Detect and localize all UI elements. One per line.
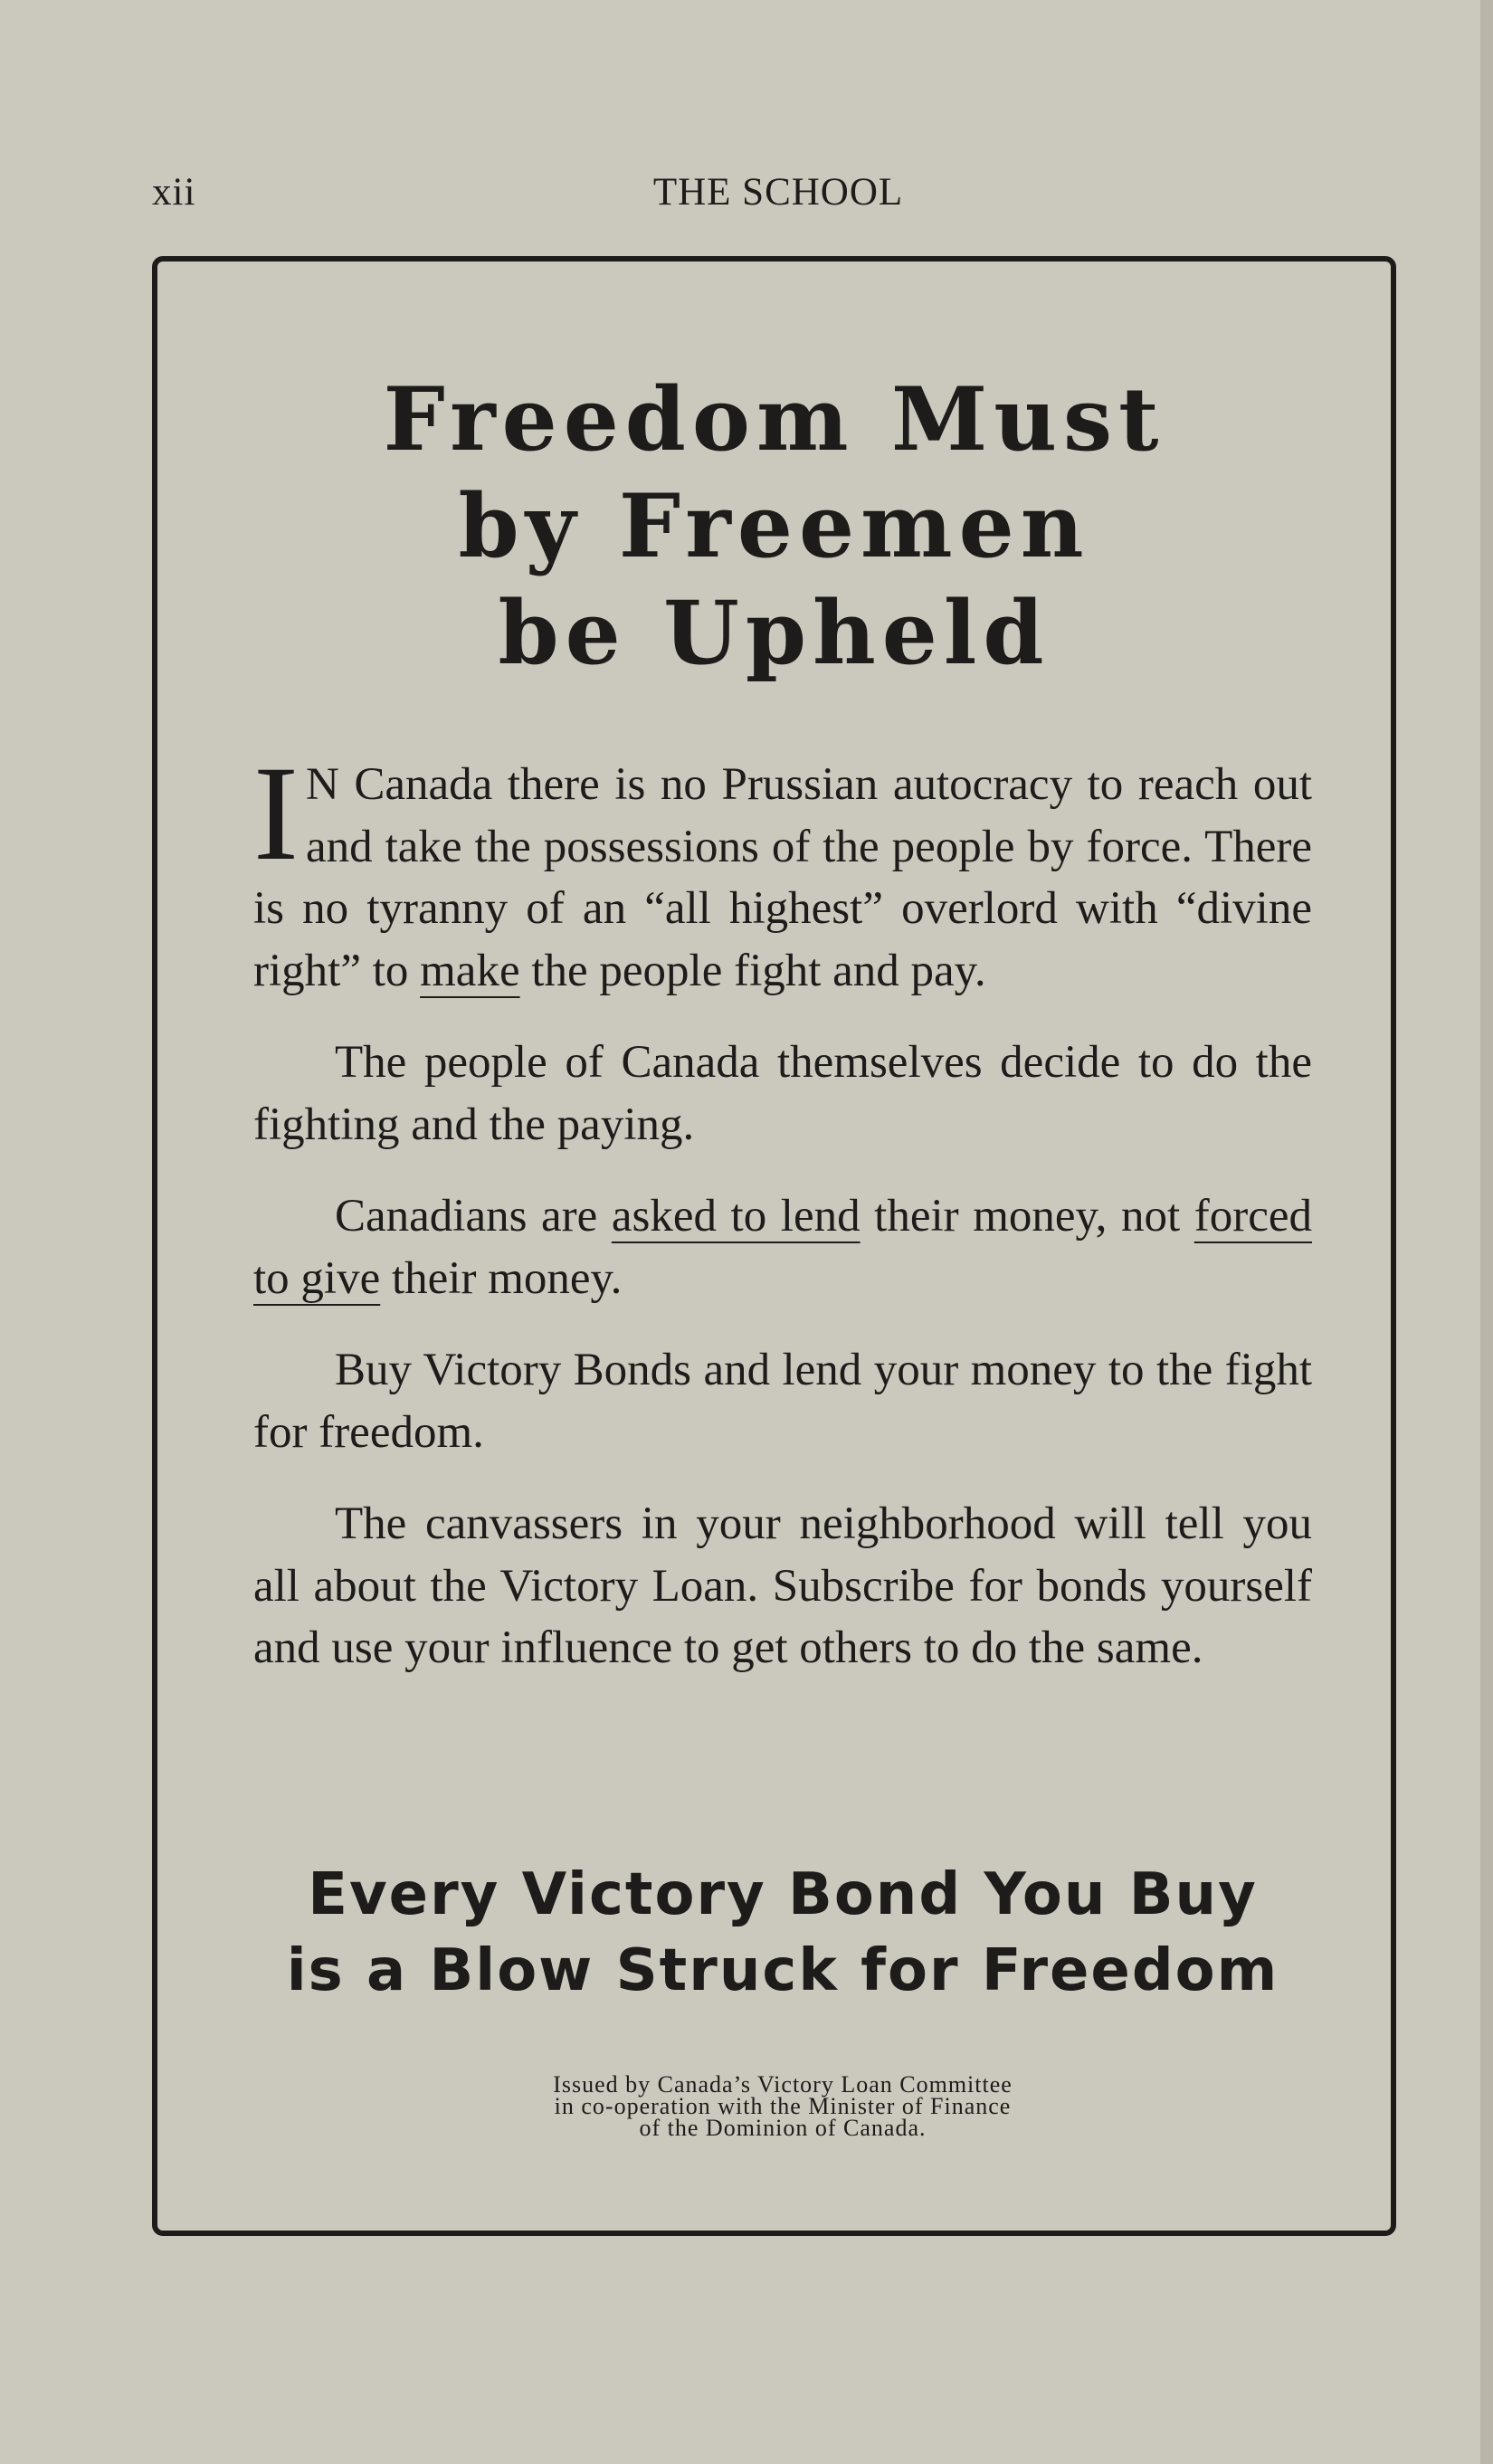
underlined-phrase: asked to lend xyxy=(611,1191,861,1242)
credit-line: in co-operation with the Minister of Finance xyxy=(554,2093,1012,2119)
issuer-credit xyxy=(253,2071,1312,2141)
paragraph-text: N Canada there is no Prussian autocracy to reach out and take the possessions of the people by force. There is no tyranny of an “all highest” overlord with “divine right” to xyxy=(253,759,1312,996)
headline-line: Freedom Must xyxy=(383,368,1165,471)
headline-line: be Upheld xyxy=(498,582,1051,684)
page-edge xyxy=(1480,0,1493,2464)
headline-line: by Freemen xyxy=(458,475,1090,577)
paragraph-buy-bonds: Buy Victory Bonds and lend your money to the fight for freedom. xyxy=(253,1345,1312,1458)
paragraph-text: the people fight and pay. xyxy=(519,945,986,996)
slogan-line: Every Victory Bond You Buy xyxy=(308,1861,1258,1928)
underlined-phrase: make xyxy=(420,945,520,996)
drop-cap: I xyxy=(253,738,299,889)
running-head xyxy=(0,170,1493,224)
journal-title: THE SCHOOL xyxy=(652,171,904,214)
credit-line: of the Dominion of Canada. xyxy=(639,2115,927,2141)
paragraph-asked-to-lend xyxy=(253,1185,1312,1309)
paragraph-canvassers: The canvassers in your neighborhood will tell you all about the Victory Loan. Subscribe for bonds yourself and use your influence to get others to do the same. xyxy=(253,1498,1312,1673)
underlined-phrase: forced to give xyxy=(253,1191,1312,1304)
slogan-line: is a Blow Struck for Freedom xyxy=(286,1937,1279,2004)
paragraph-text: their money, not xyxy=(860,1191,1194,1242)
paragraph-text: their money. xyxy=(380,1252,623,1304)
paragraph-people-decide: The people of Canada themselves decide to do the fighting and the paying. xyxy=(253,1037,1312,1150)
advertisement-headline xyxy=(152,366,1396,687)
advertisement-slogan xyxy=(253,1857,1312,2009)
credit-line: Issued by Canada’s Victory Loan Committee xyxy=(553,2071,1013,2098)
advertisement-body xyxy=(253,738,1312,1709)
paragraph-prussian-autocracy xyxy=(253,738,1312,1002)
paragraph-text: Canadians are xyxy=(335,1191,612,1242)
page-number: xii xyxy=(152,171,196,214)
